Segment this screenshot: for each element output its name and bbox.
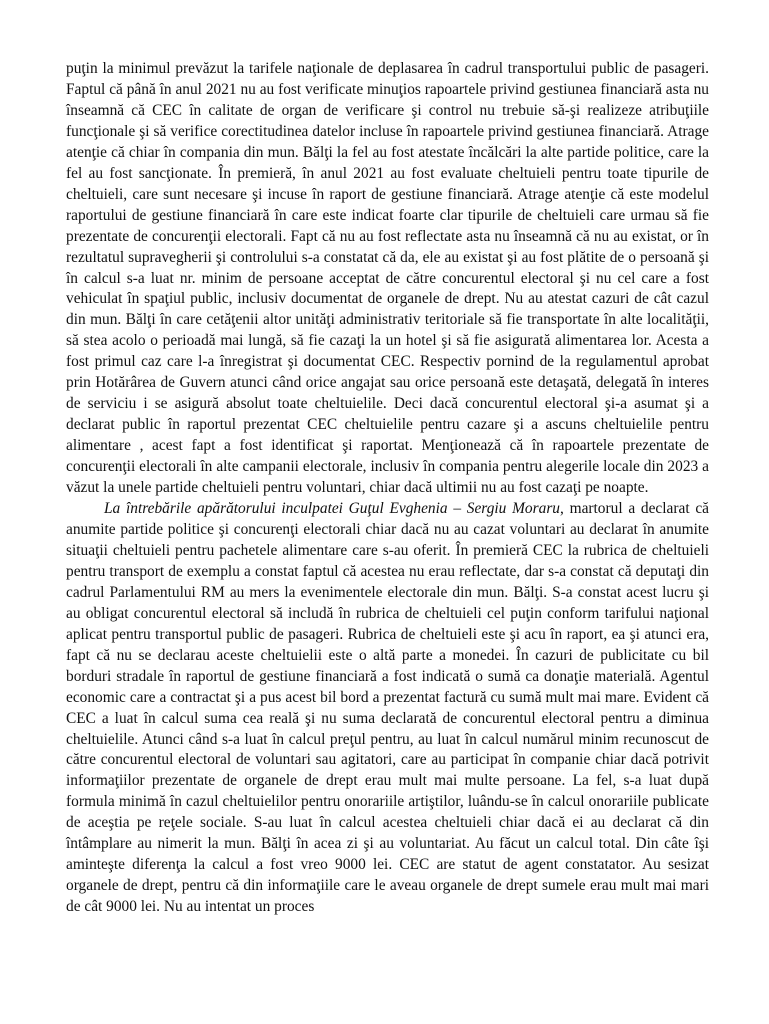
paragraph-2 [66, 499, 709, 918]
document-page [66, 59, 709, 918]
paragraph-2-lead: La întrebările apărătorului inculpatei Guţul Evghenia – Sergiu Moraru [104, 500, 561, 518]
paragraph-2-body: , martorul a declarat că anumite partide politice şi concurenţi electorali chiar dacă nu au cazat voluntari au declarat în anumite situaţii cheltuieli pentru pachetele alimentare care s-au oferit. În premieră CEC la rubrica de cheltuieli pentru transport de exemplu a constat faptul că acestea nu erau reflectate, dar s-a constat că deputaţi din cadrul Parlamentului RM au mers la evenimentele electorale din mun. Bălţi. S-a constat acest lucru şi au obligat concurentul electoral să includă în rubrica de cheltuieli cel puţin conform tarifului naţional aplicat pentru transportul public de pasageri. Rubrica de cheltuieli este şi acu în raport, ea şi atunci era, fapt că nu se declarau aceste cheltuielii este o altă parte a monedei. În cazuri de publicitate cu bil borduri stradale în raportul de gestiune financiară a fost indicată o sumă ca donaţie materială. Agentul economic care a contractat şi a pus acest bil bord a prezentat factură cu sumă mult mai mare. Evident că CEC a luat în calcul suma cea reală şi nu suma declarată de concurentul electoral pentru a diminua cheltuielile. Atunci când s-a luat în calcul preţul pentru, au luat în calcul numărul minim recunoscut de către concurentul electoral de voluntari sau agitatori, care au participat în companie chiar dacă potrivit informaţiilor prezentate de organele de drept erau mult mai multe persoane. La fel, s-a luat după formula minimă în cazul cheltuielilor pentru onorariile artiştilor, luându-se în calcul onorariile publicate de aceştia pe reţele sociale. S-au luat în calcul acestea cheltuieli chiar dacă ei au declarat că din întâmplare au nimerit la mun. Bălţi în acea zi şi au voluntariat. Au făcut un calcul total. Din câte îşi aminteşte diferenţa la calcul a fost vreo 9000 lei. CEC are statut de agent constatator. Au sesizat organele de drept, pentru că din informaţiile care le aveau organele de drept sumele erau mult mai mari de cât 9000 lei. Nu au intentat un proces [66, 500, 709, 916]
paragraph-1: puţin la minimul prevăzut la tarifele naţionale de deplasarea în cadrul transportului public de pasageri. Faptul că până în anul 2021 nu au fost verificate minuţios rapoartele privind gestiunea financiară asta nu înseamnă că CEC în calitate de organ de verificare şi control nu trebuie să-şi realizeze atribuţiile funcţionale şi să verifice corectitudinea datelor incluse în rapoartele privind gestiunea financiară. Atrage atenţie că chiar în compania din mun. Bălţi la fel au fost atestate încălcări la alte partide politice, care la fel au fost sancţionate. În premieră, în anul 2021 au fost evaluate cheltuieli pentru toate tipurile de cheltuieli, care sunt necesare şi incuse în raport de gestiune financiară. Atrage atenţie că este modelul raportului de gestiune financiară în care este indicat foarte clar tipurile de cheltuieli care urmau să fie prezentate de concurenţii electorali. Fapt că nu au fost reflectate asta nu înseamnă că nu au existat, or în rezultatul supravegherii şi controlului s-a constatat că da, ele au existat şi au fost plătite de o persoană şi în calcul s-a luat nr. minim de persoane acceptat de către concurentul electoral şi nu cel care a fost vehiculat în spaţiul public, inclusiv documentat de organele de drept. Nu au atestat cazuri de cât cazul din mun. Bălţi în care cetăţenii altor unităţi administrativ teritoriale să fie transportate în alte localităţii, să stea acolo o perioadă mai lungă, să fie cazaţi la un hotel şi să fie asigurată alimentarea lor. Acesta a fost primul caz care l-a înregistrat şi documentat CEC. Respectiv pornind de la regulamentul aprobat prin Hotărârea de Guvern atunci când orice angajat sau orice persoană este detaşată, delegată în interes de serviciu i se asigură absolut toate cheltuielile. Deci dacă concurentul electoral şi-a asumat şi a declarat public în raportul prezentat CEC cheltuielile pentru cazare şi a ascuns cheltuielile pentru alimentare , acest fapt a fost identificat şi raportat. Menţionează că în rapoartele prezentate de concurenţii electorali în alte campanii electorale, inclusiv în compania pentru alegerile locale din 2023 a văzut la unele partide cheltuieli pentru voluntari, chiar dacă ultimii nu au fost cazaţi pe noapte. [66, 60, 709, 497]
